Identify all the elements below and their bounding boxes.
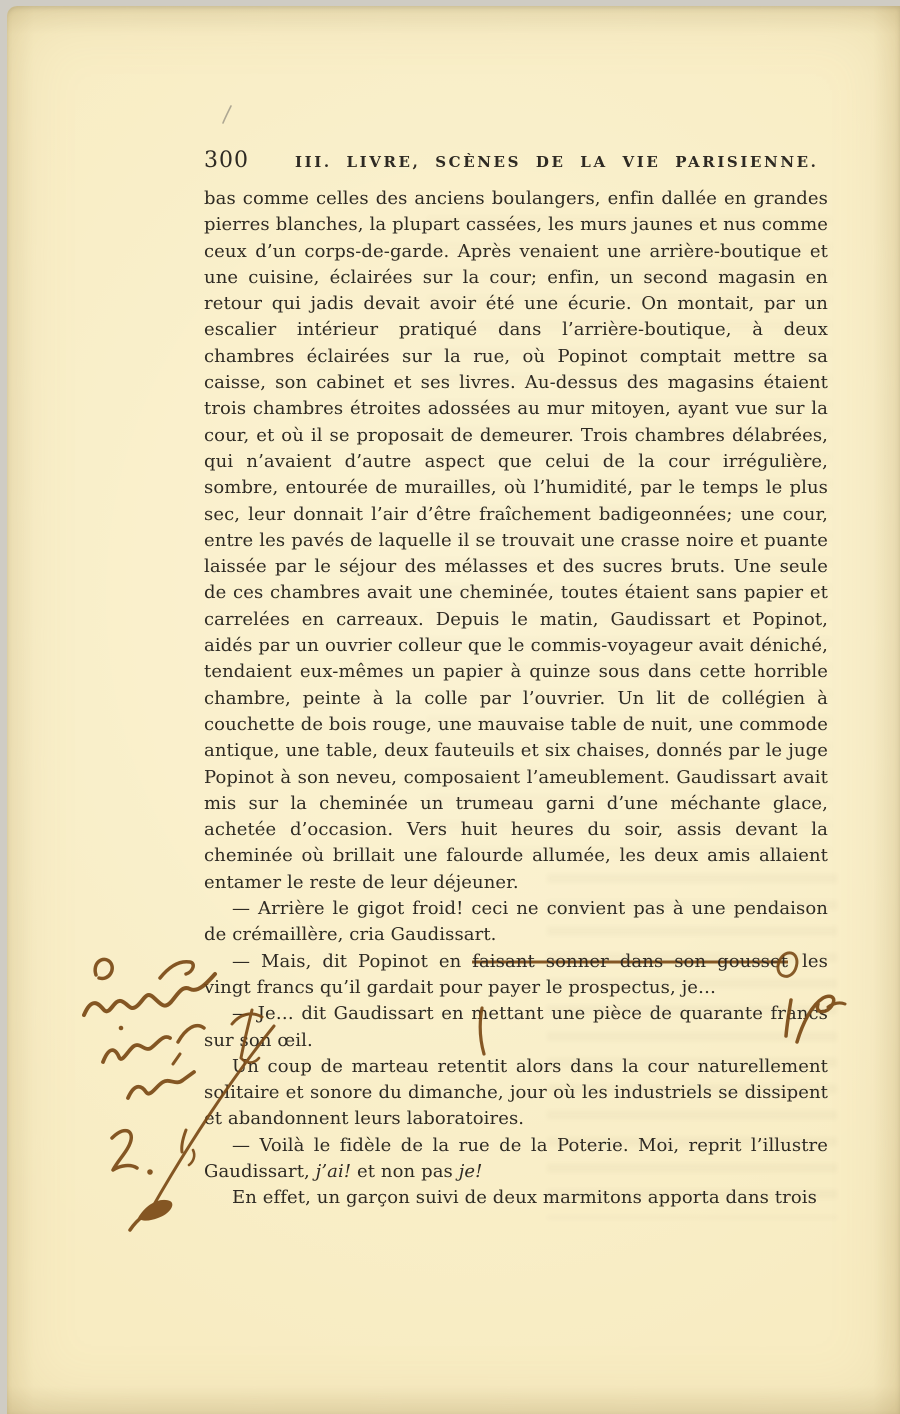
text-segment: les vingt francs qu’il gardait pour payer le prospectus, je… <box>204 950 828 998</box>
text-segment: et non pas <box>351 1160 459 1182</box>
text-segment: je! <box>458 1160 483 1182</box>
text-segment: bas comme celles des anciens boulangers, enfin dallée en grandes pierres blanches, la plupart cassées, les murs jaunes et nus comme ceux d’un corps-de-garde. Après venaient une arrière-boutique et une cuisine, éclairées sur la cour; enfin, un second magasin en retour qui jadis devait avoir été une écurie. On montait, par un escalier intérieur pratiqué dans l’arrière-boutique, à deux chambres éclairées sur la rue, où Popinot comptait mettre sa caisse, son cabinet et ses livres. Au-dessus des magasins étaient trois chambres étroites adossées au mur mitoyen, ayant vue sur la cour, et où il se proposait de demeurer. Trois chambres délabrées, qui n’avaient d’autre aspect que celui de la cour irrégulière, sombre, entourée de murailles, où l’humidité, par le temps le plus sec, leur donnait l’air d’être fraîchement badigeonnées; une cour, entre les pavés de laquelle il se trouvait une crasse noire et puante laissée par le séjour des mélasses et des sucres bruts. Une seule de ces chambres avait une cheminée, toutes étaient sans papier et carrelées en carreaux. Depuis le matin, Gaudissart et Popinot, aidés par un ouvrier colleur que le commis-voyageur avait déniché, tendaient eux-mêmes un papier à quinze sous dans cette horrible chambre, peinte à la colle par l’ouvrier. Un lit de collégien à couchette de bois rouge, une mauvaise table de nuit, une commode antique, une table, deux fauteuils et six chaises, donnés par le juge Popinot à son neveu, composaient l’ameublement. Gaudissart avait mis sur la cheminée un trumeau garni d’une méchante glace, achetée d’occasion. Vers huit heures du soir, assis devant la cheminée où brillait une falourde allumée, les deux amis allaient entamer le reste de leur déjeuner. <box>204 188 828 893</box>
text-segment: — Mais, dit Popinot en <box>232 950 473 972</box>
paragraph <box>204 1185 828 1211</box>
paragraph <box>204 1001 828 1054</box>
page-header <box>204 148 826 173</box>
page-number: 300 <box>204 148 249 173</box>
text-segment: — Arrière le gigot froid! ceci ne convient pas à une pendaison de crémaillère, cria Gaudissart. <box>204 898 828 946</box>
running-title: III. LIVRE, SCÈNES DE LA VIE PARISIENNE. <box>295 153 819 171</box>
paragraph <box>204 186 828 896</box>
struck-text: faisant sonner dans son gousset <box>472 950 789 972</box>
paragraph <box>204 1054 828 1133</box>
text-segment: En effet, un garçon suivi de deux marmitons apporta dans trois <box>232 1187 817 1209</box>
text-segment: Un coup de marteau retentit alors dans la cour naturellement solitaire et sonore du dimanche, jour où les industriels se dissipent et abandonnent leurs laboratoires. <box>204 1055 828 1130</box>
text-segment: — Je… dit Gaudissart en mettant une pièce de quarante francs sur son œil. <box>204 1003 828 1051</box>
text-block <box>204 186 828 1212</box>
text-segment: j’ai! <box>315 1160 352 1182</box>
paragraph <box>204 896 828 949</box>
paragraph <box>204 1133 828 1186</box>
text-segment: — Voilà le fidèle de la rue de la Poterie. Moi, reprit l’illustre Gaudissart, <box>204 1134 828 1182</box>
paragraph <box>204 949 828 1002</box>
